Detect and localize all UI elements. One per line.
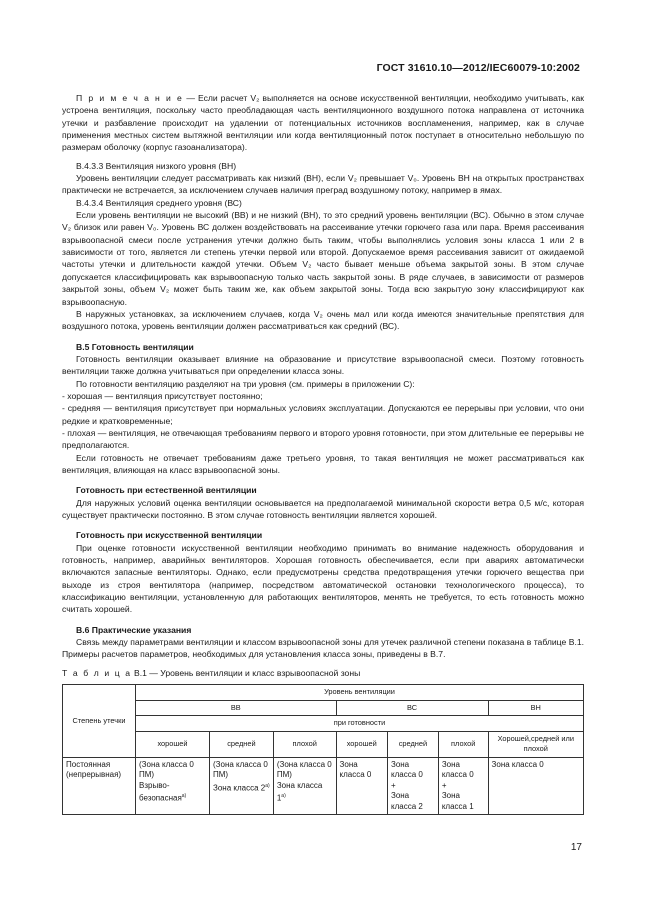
page-body — [62, 92, 584, 815]
header-vs-poor: плохой — [438, 731, 488, 757]
b5-paragraph-1: Готовность вентиляции оказывает влияние на образование и присутствие взрывоопасной смеси. Поэтому готовность вентиляции также должна учитываться при определении класса зоны. — [62, 353, 584, 377]
cell-vs-poor — [438, 757, 488, 815]
cell-text: + — [390, 780, 396, 790]
cell-text: Зона класса 0 — [441, 759, 474, 780]
note-label: П р и м е ч а н и е — [76, 93, 184, 103]
b5-list-item-good: - хорошая — вентиляция присутствует постоянно; — [62, 390, 263, 401]
section-b433-text: Уровень вентиляции следует рассматривать как низкий (ВН), если V₂ превышает V₀. Уровень ВН на открытых пространствах практически не встречается, за исключением случаев наличия преград воздушному потоку, например в ямах. — [62, 173, 584, 196]
ventilation-table — [62, 684, 584, 815]
header-vent-level: Уровень вентиляции — [136, 685, 584, 701]
header-vv-good: хорошей — [136, 731, 210, 757]
table-caption — [62, 667, 584, 679]
cell-vs-medium — [387, 757, 438, 815]
section-b433-title: В.4.3.3 Вентиляция низкого уровня (ВН) — [76, 160, 237, 171]
cell-text: Зона класса 1 — [441, 791, 474, 811]
page-number: 17 — [570, 842, 582, 853]
cell-vv-good — [136, 757, 210, 815]
artificial-vent-title: Готовность при искусственной вентиляции — [76, 530, 263, 541]
b5-paragraph-2: По готовности вентиляцию разделяют на три уровня (см. примеры в приложении С): — [76, 378, 415, 389]
header-vs-good: хорошей — [336, 731, 387, 757]
cell-text: (Зона класса 0 ПМ) — [139, 759, 194, 780]
note-paragraph — [62, 92, 584, 154]
table-title: В.1 — Уровень вентиляции и класс взрывоопасной зоны — [131, 667, 361, 678]
natural-vent-title: Готовность при естественной вентиляции — [76, 485, 257, 496]
cell-vv-poor — [273, 757, 336, 815]
artificial-vent-text: При оценке готовности искусственной вентиляции необходимо принимать во внимание надежность оборудования и готовность, например, аварийных вентиляторов. Хорошая готовность обеспечивается, если при авариях автоматически включаются запасные вентиляторы. Однако, если предусмотрены средства предотвращения утечки горючего вещества при выходе из строя вентилятора (например, посредством автоматической остановки технологического процесса), то классификацию вентиляции, установленную для работающих вентиляторов, менять не требуется, то есть готовность можно считать хорошей. — [62, 542, 584, 615]
header-vs: ВС — [336, 700, 488, 716]
cell-text: Зона класса 2 — [390, 791, 423, 811]
table-row — [63, 757, 584, 815]
header-vv-poor: плохой — [273, 731, 336, 757]
table-header-row — [63, 716, 584, 732]
header-readiness: при готовности — [136, 716, 584, 732]
header-vv: ВВ — [136, 700, 337, 716]
document-header: ГОСТ 31610.10—2012/IEC60079-10:2002 — [376, 62, 580, 74]
header-vn-any: Хорошей,средней или плохой — [488, 731, 583, 757]
cell-text: (Зона класса 0 ПМ) — [213, 759, 268, 780]
table-label: Т а б л и ц а — [62, 667, 132, 678]
b6-text: Связь между параметрами вентиляции и классом взрывоопасной зоны для утечек различной степени показана в таблице В.1. Примеры расчетов параметров, необходимых для установления класса зоны, приведены в В.7. — [62, 637, 584, 660]
header-vv-medium: средней — [210, 731, 274, 757]
cell-text: Зона класса $2^{а)}$ — [213, 782, 270, 793]
section-b434-text: Если уровень вентиляции не высокий (ВВ) и не низкий (ВН), то это средний уровень вентиляции (ВС). Обычно в этом случае V₂ близок или равен V₀. Уровень ВС должен воздействовать на рассеивание утечки горючего газа или пара. Время рассеивания взрывоопасной смеси после устранения утечки должно быть таким, чтобы выполнялись условия зоны класса 1 или 2 в зависимости от того, является ли степень утечки первой или второй. Допускаемое время рассеивания зависит от ожидаемой частоты утечки и длительности каждой утечки. Объем V₂ часто бывает меньше объема закрытой зоны. В этом случае допускается классифицировать как взрывоопасную только часть закрытой зоны. В ряде случаев, в зависимости от размеров закрытой зоны, объем V₂ может быть таким же, как объем закрытой зоны. Тогда всю закрытую зону классифицируют как взрывоопасную. — [62, 210, 584, 307]
table-header-row — [63, 685, 584, 701]
header-degree: Степень утечки — [63, 685, 136, 758]
outdoor-paragraph: В наружных установках, за исключением случаев, когда V₂ очень мал или когда имеются значительные препятствия для воздушного потока, уровень вентиляции должен рассматриваться как средний (ВС). — [62, 308, 584, 332]
b5-list-item-medium: - средняя — вентиляция присутствует при нормальных условиях эксплуатации. Допускаются ее перерывы при условии, что они редкие и кратковременные; — [62, 403, 584, 426]
table-header-row — [63, 731, 584, 757]
cell-vn: Зона класса 0 — [488, 757, 583, 815]
cell-text: + — [441, 780, 447, 790]
cell-vv-medium — [210, 757, 274, 815]
table-header-row — [63, 700, 584, 716]
natural-vent-text: Для наружных условий оценка вентиляции основывается на предполагаемой минимальной скорости ветра 0,5 м/с, которая существует практически постоянно. В этом случае готовность вентиляции является хорошей. — [62, 497, 584, 520]
section-b434-title: В.4.3.4 Вентиляция среднего уровня (ВС) — [76, 197, 242, 208]
header-vs-medium: средней — [387, 731, 438, 757]
b5-paragraph-3: Если готовность не отвечает требованиям даже третьего уровня, то такая вентиляция не может рассматриваться как вентиляция, влияющая на класс взрывоопасной зоны. — [62, 452, 584, 475]
cell-text: Зона класса $1^{а)}$ — [276, 780, 323, 803]
cell-vs-good: Зона класса 0 — [336, 757, 387, 815]
section-b6-title: В.6 Практические указания — [76, 624, 192, 635]
cell-text: Взрыво-безопасная$^{а)}$ — [139, 780, 187, 803]
section-b5-title: В.5 Готовность вентиляции — [76, 341, 194, 352]
header-vn: ВН — [488, 700, 583, 716]
note-text: — Если расчет V₂ выполняется на основе искусственной вентиляции, необходимо учитывать, как устроена вентиляция, поскольку часто преобладающая часть вентиляционного воздушного потока направлена от источника утечки и разбавление происходит на удалении от потенциальных источников воспламенения, например, как в случае применения местных систем вытяжной вентиляции или когда вентиляционный поток поступает в относительно небольшую по размерам оболочку (корпус газоанализатора). — [62, 93, 584, 153]
cell-text: Зона класса 0 — [390, 759, 423, 780]
row-label: Постоянная (непрерывная) — [63, 757, 136, 815]
b5-list-item-poor: - плохая — вентиляция, не отвечающая требованиям первого и второго уровня готовности, при этом длительные ее перерывы не предполагаются. — [62, 427, 584, 451]
cell-text: (Зона класса 0 ПМ) — [276, 759, 332, 780]
